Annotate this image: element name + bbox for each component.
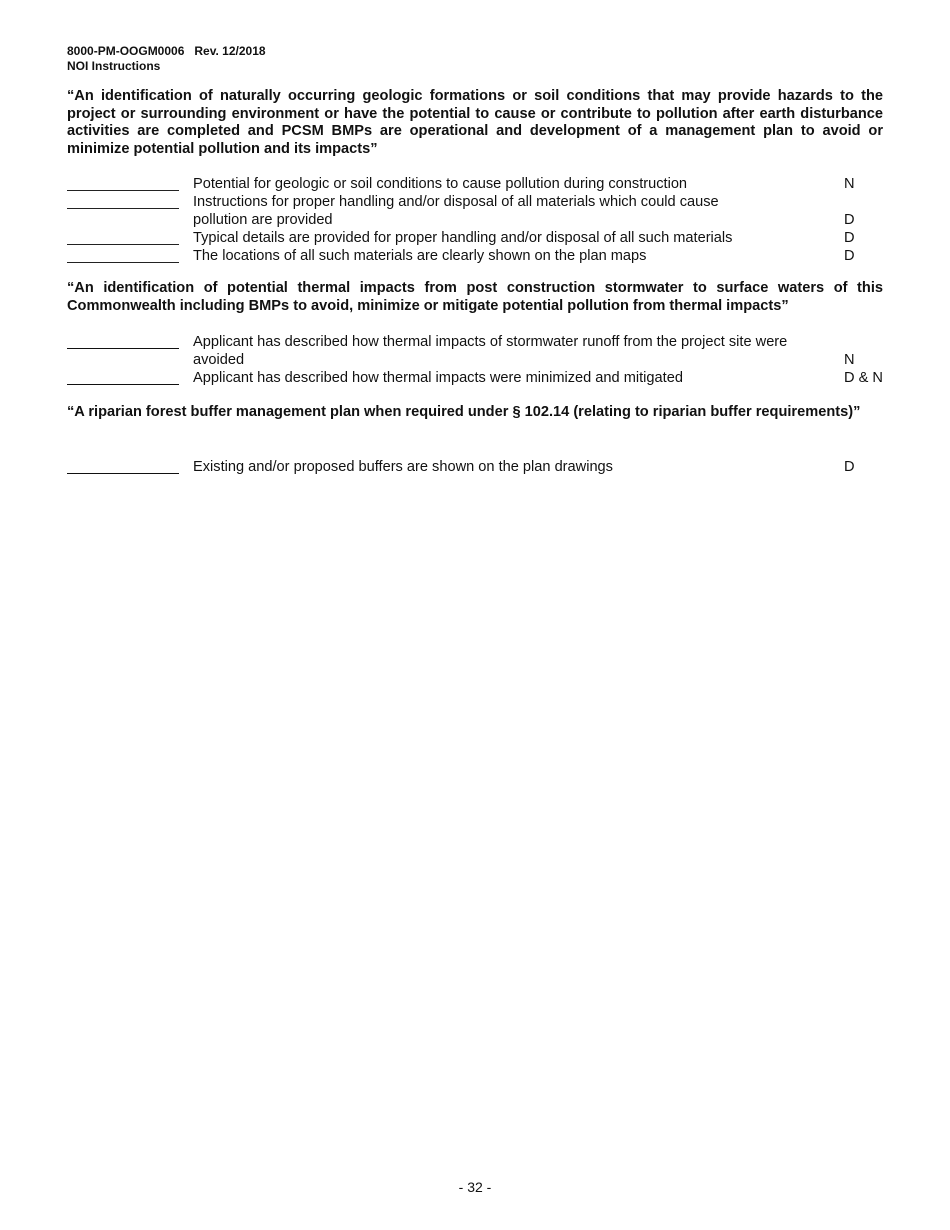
checklist-item-code: D & N [844,370,883,386]
checklist-item-text: Typical details are provided for proper handling and/or disposal of all such materials [193,230,733,246]
checklist-item-text: The locations of all such materials are clearly shown on the plan maps [193,248,647,264]
checklist-item [67,369,883,387]
revision-date: Rev. 12/2018 [194,44,266,58]
checklist-item-continued [67,211,883,229]
checklist-blank-field[interactable] [67,244,179,245]
page-number: - 32 - [458,1179,492,1195]
document-header [67,44,266,74]
checklist-item-text: Applicant has described how thermal impacts of stormwater runoff from the project site were [193,334,788,350]
checklist-blank-field[interactable] [67,473,179,474]
checklist-item-code: D [844,230,855,246]
checklist-blank-field[interactable] [67,262,179,263]
checklist-item-code: D [844,459,855,475]
checklist-item-code: N [844,176,855,192]
checklist-item-continued [67,351,883,369]
checklist-item-text: pollution are provided [193,212,333,228]
checklist-item [67,193,883,211]
checklist-blank-field[interactable] [67,384,179,385]
checklist-blank-field[interactable] [67,190,179,191]
checklist-item-text: Existing and/or proposed buffers are shown on the plan drawings [193,459,613,475]
checklist-item [67,458,883,476]
section-title-geologic: “An identification of naturally occurring geologic formations or soil conditions that may provide hazards to the project or surrounding environment or have the potential to cause or contribute to pollution after earth disturbance activities are completed and PCSM BMPs are operational and development of a management plan to avoid or minimize potential pollution and its impacts” [67,88,883,157]
checklist-item-text: Applicant has described how thermal impacts were minimized and mitigated [193,370,683,386]
checklist-item [67,333,883,351]
document-subtitle: NOI Instructions [67,59,161,73]
checklist-item [67,247,883,265]
checklist-item-text: avoided [193,352,245,368]
checklist-item-text: Instructions for proper handling and/or disposal of all materials which could cause [193,194,719,210]
checklist-blank-field[interactable] [67,208,179,209]
checklist-item-code: N [844,352,855,368]
section-title-thermal: “An identification of potential thermal impacts from post construction stormwater to surface waters of this Commonwealth including BMPs to avoid, minimize or mitigate potential pollution from thermal impacts” [67,280,883,314]
checklist-item [67,175,883,193]
checklist-blank-field[interactable] [67,348,179,349]
checklist-item-code: D [844,212,855,228]
checklist-item-code: D [844,248,855,264]
section-title-riparian: “A riparian forest buffer management plan when required under § 102.14 (relating to riparian buffer requirements)” [67,404,861,420]
checklist-item [67,229,883,247]
checklist-item-text: Potential for geologic or soil conditions to cause pollution during construction [193,176,688,192]
form-number: 8000-PM-OOGM0006 [67,44,185,58]
